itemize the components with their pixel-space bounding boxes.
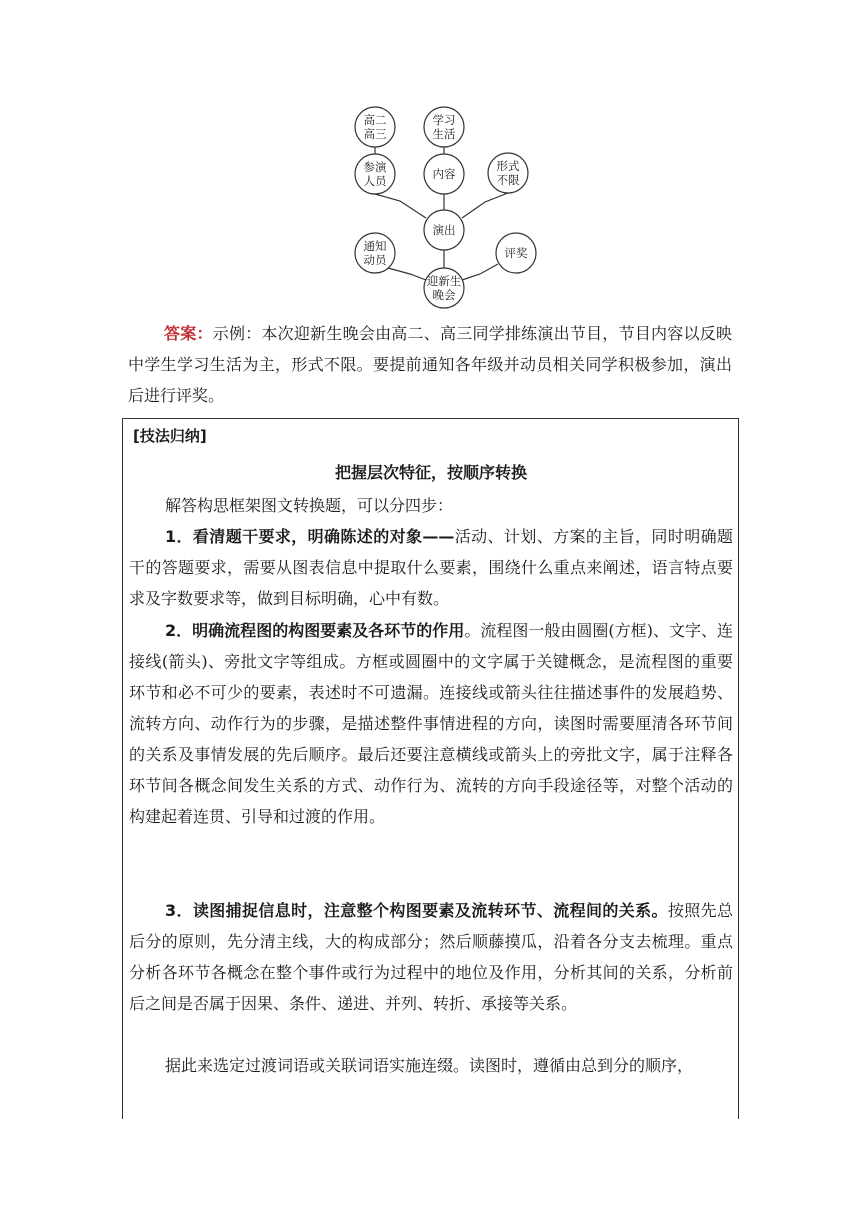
tips-intro: 解答构思框架图文转换题，可以分四步：	[165, 496, 454, 515]
node-tongzhi-line2: 动员	[363, 253, 387, 267]
node-gaoer	[355, 107, 395, 147]
node-canyan-line1: 参演	[363, 160, 387, 174]
node-xingshi-line2: 不限	[496, 173, 520, 187]
node-canyan	[355, 154, 395, 194]
node-gaoer-line2: 高三	[363, 127, 387, 141]
node-xingshi-line1: 形式	[496, 159, 520, 173]
node-xingshi	[488, 153, 528, 193]
tips-box	[122, 418, 739, 1119]
node-wanhui	[424, 268, 464, 308]
answer-text: 示例：本次迎新生晚会由高二、高三同学排练演出节目，节目内容以反映中学生学习生活为主，形式不限。要提前通知各年级并动员相关同学积极参加，演出后进行评奖。	[128, 324, 732, 405]
node-neirong-line1: 内容	[432, 167, 456, 181]
tips-last: 据此来选定过渡词语或关联词语实施连缀。读图时，遵循由总到分的顺序，	[165, 1056, 694, 1075]
tips-step2-text: 。流程图一般由圆圈(方框)、文字、连接线(箭头)、旁批文字等组成。方框或圆圈中的文字属于关键概念，是流程图的重要环节和必不可少的要素，表述时不可遗漏。连接线或箭头往往描述事件的发展趋势、流转方向、动作行为的步骤，是描述整件事情进程的方向，读图时需要厘清各环节间的关系及事情发展的先后顺序。最后还要注意横线或箭头上的旁批文字，属于注释各环节间各概念间发生关系的方式、动作行为、流转的方向手段途径等，对整个活动的构建起着连贯、引导和过渡的作用。	[129, 621, 733, 826]
node-tongzhi-line1: 通知	[363, 239, 387, 253]
answer-paragraph	[128, 318, 732, 411]
edge-pingjiang-wanhui	[462, 264, 498, 280]
diagram-svg	[340, 96, 550, 318]
node-gaoer-line1: 高二	[363, 113, 387, 127]
tips-label: [技法归纳]	[133, 427, 207, 445]
node-pingjiang	[496, 233, 536, 273]
edge-tongzhi-wanhui	[388, 268, 426, 280]
tips-step1-bold: 1．看清题干要求，明确陈述的对象——	[165, 527, 455, 546]
tips-step3-bold: 3．读图捕捉信息时，注意整个构图要素及流转环节、流程间的关系。	[165, 901, 668, 920]
tips-step3	[129, 895, 733, 1019]
tips-title: 把握层次特征，按顺序转换	[334, 463, 527, 482]
edge-canyan-yanchu	[375, 194, 426, 218]
node-yanchu	[424, 210, 464, 250]
edge-xingshi-yanchu	[462, 193, 508, 218]
tips-step1	[129, 521, 733, 614]
tips-step2-bold: 2．明确流程图的构图要素及各环节的作用	[165, 621, 465, 640]
node-wanhui-line2: 晚会	[432, 288, 456, 302]
tips-step2	[129, 615, 733, 832]
tips-step3-text: 按照先总后分的原则，先分清主线，大的构成部分；然后顺藤摸瓜，沿着各分支去梳理。重点分析各环节各概念在整个事件或行为过程中的地位及作用，分析其间的关系，分析前后之间是否属于因果、条件、递进、并列、转折、承接等关系。	[129, 901, 733, 1013]
node-neirong	[424, 154, 464, 194]
node-yanchu-line1: 演出	[432, 223, 456, 237]
node-wanhui-line1: 迎新生	[426, 274, 462, 288]
node-xuexi-line2: 生活	[432, 127, 456, 141]
answer-label: 答案：	[164, 324, 213, 343]
concept-diagram	[340, 96, 550, 318]
node-canyan-line2: 人员	[363, 174, 387, 188]
tips-step1-text: 活动、计划、方案的主旨，同时明确题干的答题要求，需要从图表信息中提取什么要素，围绕什么重点来阐述，语言特点要求及字数要求等，做到目标明确，心中有数。	[129, 527, 733, 608]
node-tongzhi	[355, 233, 395, 273]
node-pingjiang-line1: 评奖	[504, 246, 528, 260]
node-xuexi	[424, 107, 464, 147]
node-xuexi-line1: 学习	[432, 113, 456, 127]
